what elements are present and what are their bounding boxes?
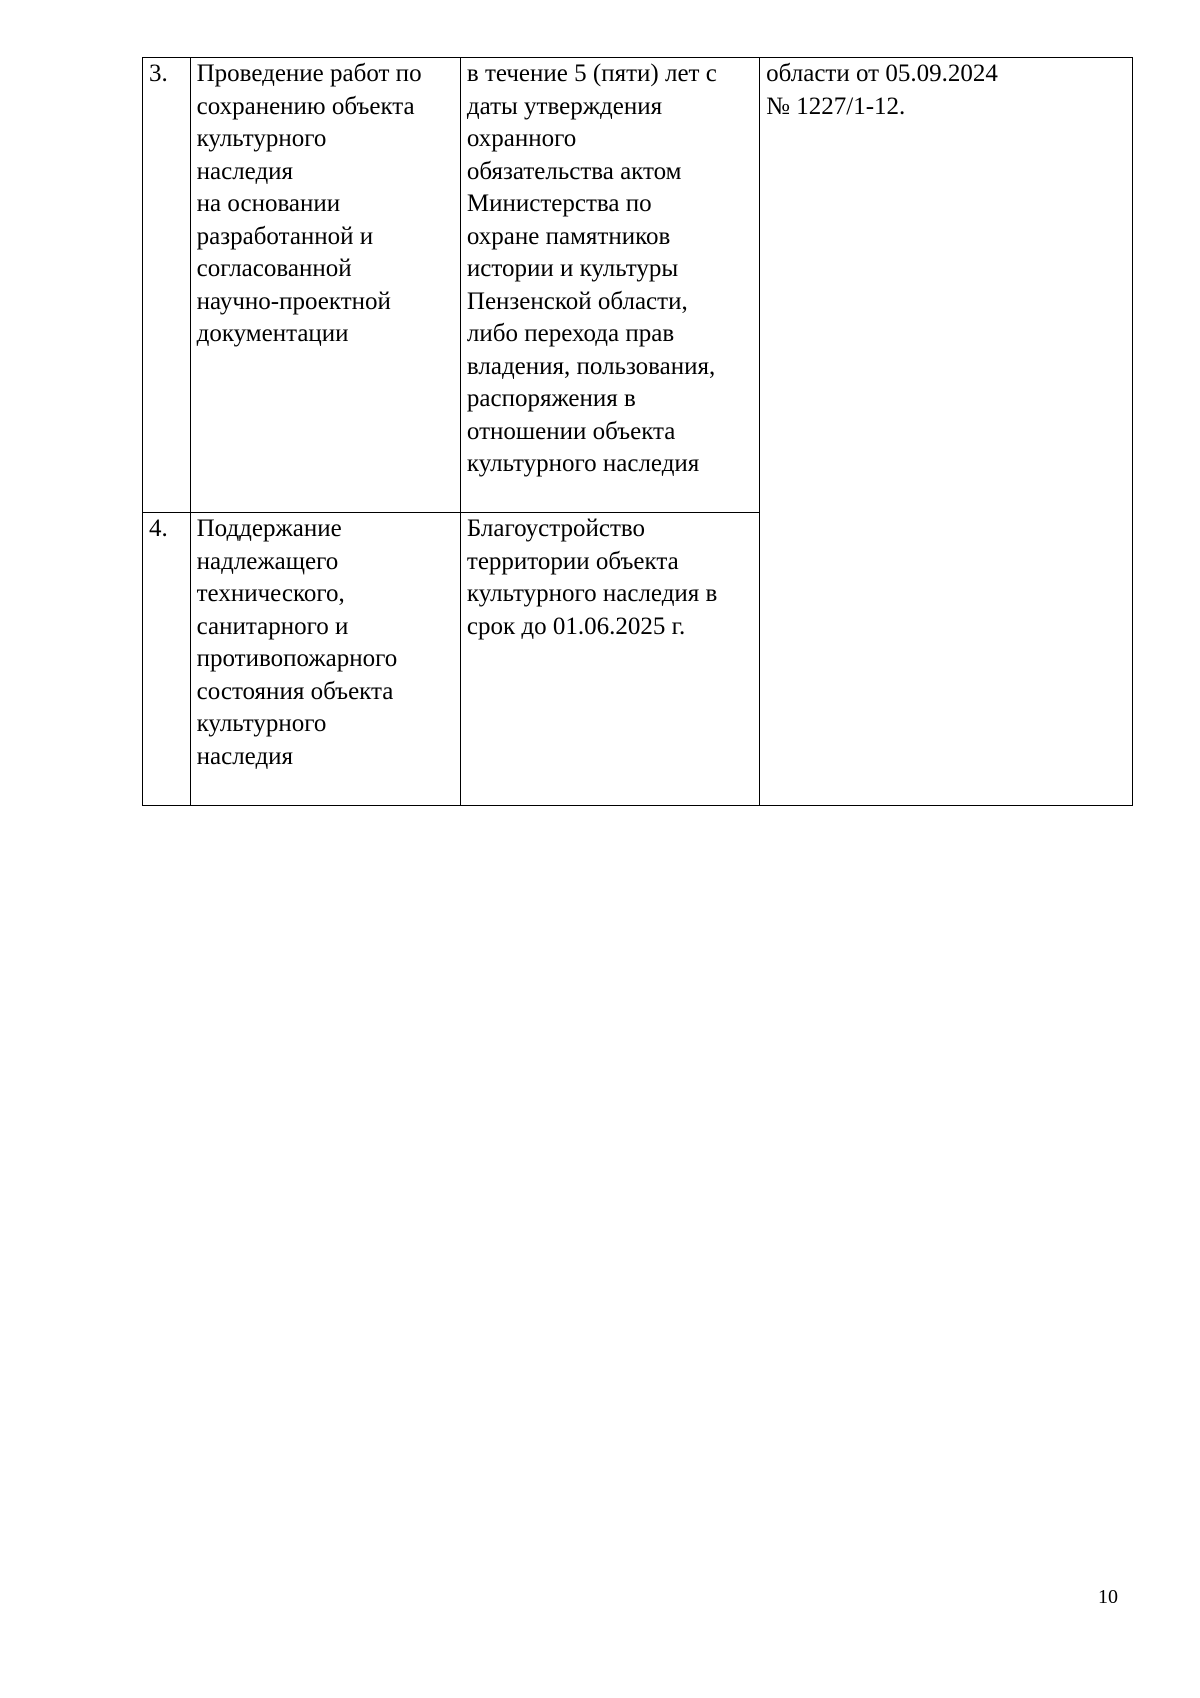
work-description: Проведение работ по сохранению объекта культурного наследия на основании разработанной и согласованной научно-проектной документации xyxy=(196,60,422,347)
row-number-cell xyxy=(143,513,191,806)
work-term: в течение 5 (пяти) лет с даты утверждения охранного обязательства актом Министерства по охране памятников истории и культуры Пензенской области, либо перехода прав владения, пользования, распоряжения в отношении объекта культурного наследия xyxy=(466,60,717,477)
work-term-cell xyxy=(460,58,759,513)
work-description-cell xyxy=(190,513,460,806)
work-term-cell xyxy=(460,513,759,806)
work-term: Благоустройство территории объекта культурного наследия в срок до 01.06.2025 г. xyxy=(466,515,718,640)
row-number-cell xyxy=(143,58,191,513)
basis-text: области от 05.09.2024 № 1227/1-12. xyxy=(766,60,998,120)
row-number: 3. xyxy=(149,60,168,87)
page-number: 10 xyxy=(1098,1586,1118,1608)
work-description: Поддержание надлежащего технического, санитарного и противопожарного состояния объекта культурного наследия xyxy=(196,515,398,770)
table-row xyxy=(143,58,1133,513)
obligations-table xyxy=(142,57,1133,806)
work-description-cell xyxy=(190,58,460,513)
basis-cell xyxy=(760,58,1133,806)
row-number: 4. xyxy=(149,515,168,542)
